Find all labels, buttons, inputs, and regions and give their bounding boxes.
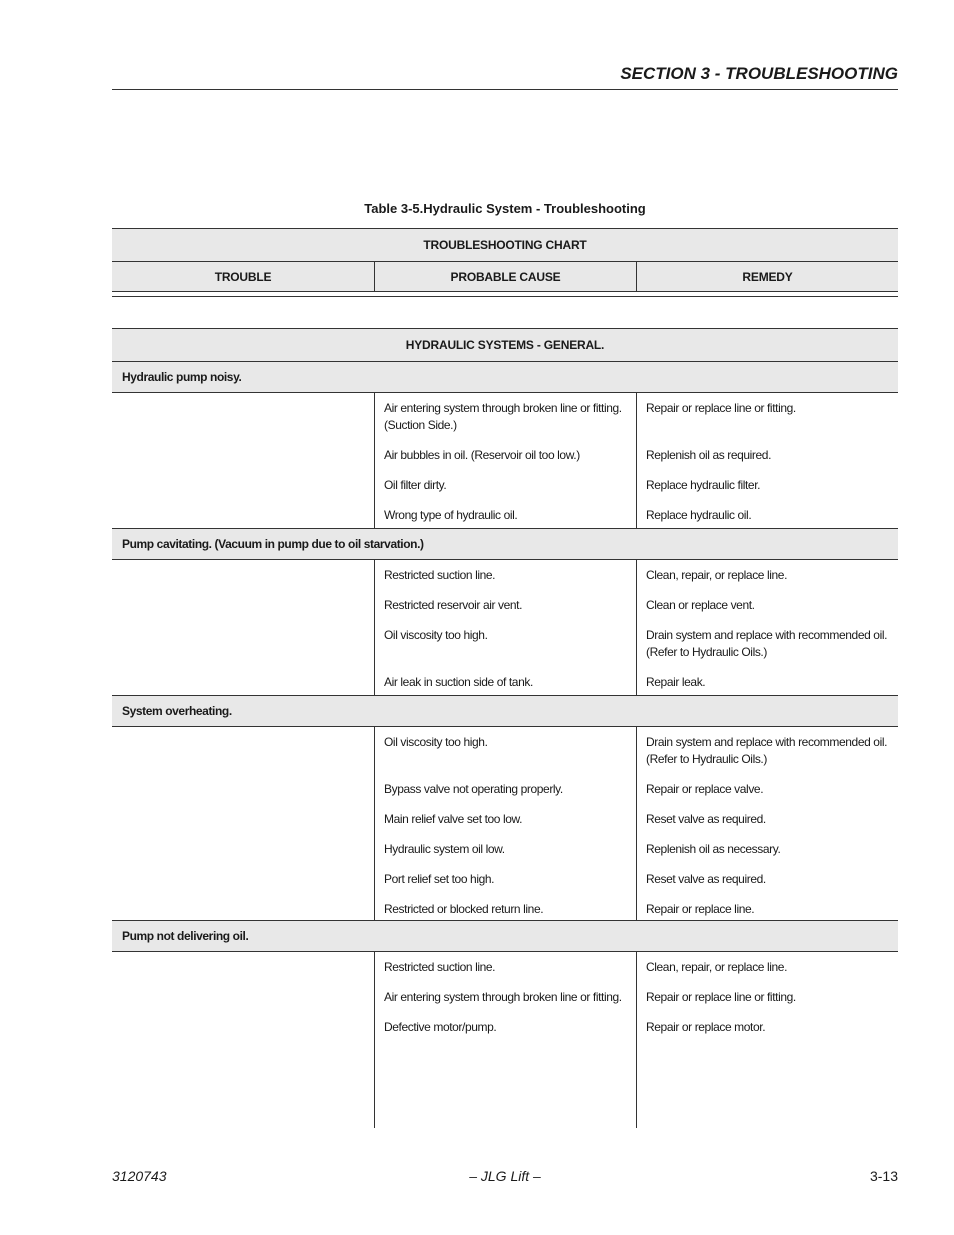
remedy-item: Replace hydraulic oil. — [646, 508, 752, 522]
trouble-group — [112, 726, 898, 920]
chart-title: TROUBLESHOOTING CHART — [112, 228, 898, 261]
cause-item: Restricted suction line. — [384, 568, 496, 582]
remedy-item: Repair or replace line or fitting. — [646, 990, 796, 1004]
remedy-item: Reset valve as required. — [646, 872, 766, 886]
trouble-group — [112, 392, 898, 528]
cause-column — [374, 393, 636, 528]
remedy-item: Clean or replace vent. — [646, 598, 755, 612]
cause-item: Air entering system through broken line or fitting. — [384, 990, 622, 1004]
document-number: 3120743 — [112, 1168, 167, 1184]
remedy-item: Drain system and replace with recommended oil. (Refer to Hydraulic Oils.) — [646, 735, 888, 766]
remedy-item: Clean, repair, or replace line. — [646, 960, 788, 974]
trouble-cell — [112, 560, 374, 695]
remedy-item: Clean, repair, or replace line. — [646, 568, 788, 582]
page-number: 3-13 — [869, 1168, 898, 1184]
remedy-item: Repair or replace line. — [646, 902, 755, 916]
column-header-cause: PROBABLE CAUSE — [374, 262, 636, 291]
trouble-group — [112, 559, 898, 695]
remedy-item: Reset valve as required. — [646, 812, 766, 826]
trouble-group — [112, 951, 898, 1128]
chart-header — [112, 228, 898, 297]
column-header-row — [112, 261, 898, 291]
remedy-item: Drain system and replace with recommended oil. (Refer to Hydraulic Oils.) — [646, 628, 888, 659]
remedy-item: Replace hydraulic filter. — [646, 478, 761, 492]
trouble-title: Pump not delivering oil. — [112, 920, 898, 951]
cause-column — [374, 727, 636, 920]
cause-item: Air bubbles in oil. (Reservoir oil too low.) — [384, 448, 580, 462]
column-header-trouble: TROUBLE — [214, 269, 272, 284]
systems-section-title: HYDRAULIC SYSTEMS - GENERAL. — [112, 328, 898, 361]
cause-item: Main relief valve set too low. — [384, 812, 523, 826]
remedy-column — [636, 560, 898, 695]
trouble-title: System overheating. — [112, 695, 898, 726]
remedy-item: Repair or replace line or fitting. — [646, 401, 796, 415]
publisher-name: – JLG Lift – — [469, 1168, 541, 1184]
cause-item: Wrong type of hydraulic oil. — [384, 508, 518, 522]
cause-column — [374, 952, 636, 1128]
trouble-cell — [112, 393, 374, 528]
remedy-item: Repair leak. — [646, 675, 706, 689]
remedy-item: Replenish oil as necessary. — [646, 842, 781, 856]
remedy-item: Repair or replace motor. — [646, 1020, 766, 1034]
remedy-item: Replenish oil as required. — [646, 448, 772, 462]
cause-item: Restricted reservoir air vent. — [384, 598, 523, 612]
cause-item: Restricted or blocked return line. — [384, 902, 544, 916]
cause-column — [374, 560, 636, 695]
cause-item: Oil viscosity too high. — [384, 628, 488, 642]
cause-item: Oil viscosity too high. — [384, 735, 488, 749]
column-header-remedy: REMEDY — [636, 262, 898, 291]
trouble-title: Pump cavitating. (Vacuum in pump due to oil starvation.) — [112, 528, 898, 559]
trouble-title: Hydraulic pump noisy. — [112, 361, 898, 392]
remedy-column — [636, 727, 898, 920]
cause-item: Air leak in suction side of tank. — [384, 675, 533, 689]
page-footer — [112, 1168, 898, 1188]
remedy-column — [636, 393, 898, 528]
cause-item: Hydraulic system oil low. — [384, 842, 505, 856]
cause-item: Defective motor/pump. — [384, 1020, 497, 1034]
cause-item: Restricted suction line. — [384, 960, 496, 974]
cause-item: Air entering system through broken line or fitting. (Suction Side.) — [384, 401, 622, 432]
section-header — [112, 64, 898, 90]
cause-item: Bypass valve not operating properly. — [384, 782, 563, 796]
double-rule — [112, 291, 898, 297]
remedy-item: Repair or replace valve. — [646, 782, 764, 796]
trouble-cell — [112, 727, 374, 920]
remedy-column — [636, 952, 898, 1128]
cause-item: Oil filter dirty. — [384, 478, 447, 492]
troubleshooting-table — [112, 328, 898, 1128]
trouble-cell — [112, 952, 374, 1128]
section-title: SECTION 3 - TROUBLESHOOTING — [620, 64, 898, 83]
cause-item: Port relief set too high. — [384, 872, 495, 886]
table-caption: Table 3-5.Hydraulic System - Troubleshooting — [364, 201, 646, 216]
